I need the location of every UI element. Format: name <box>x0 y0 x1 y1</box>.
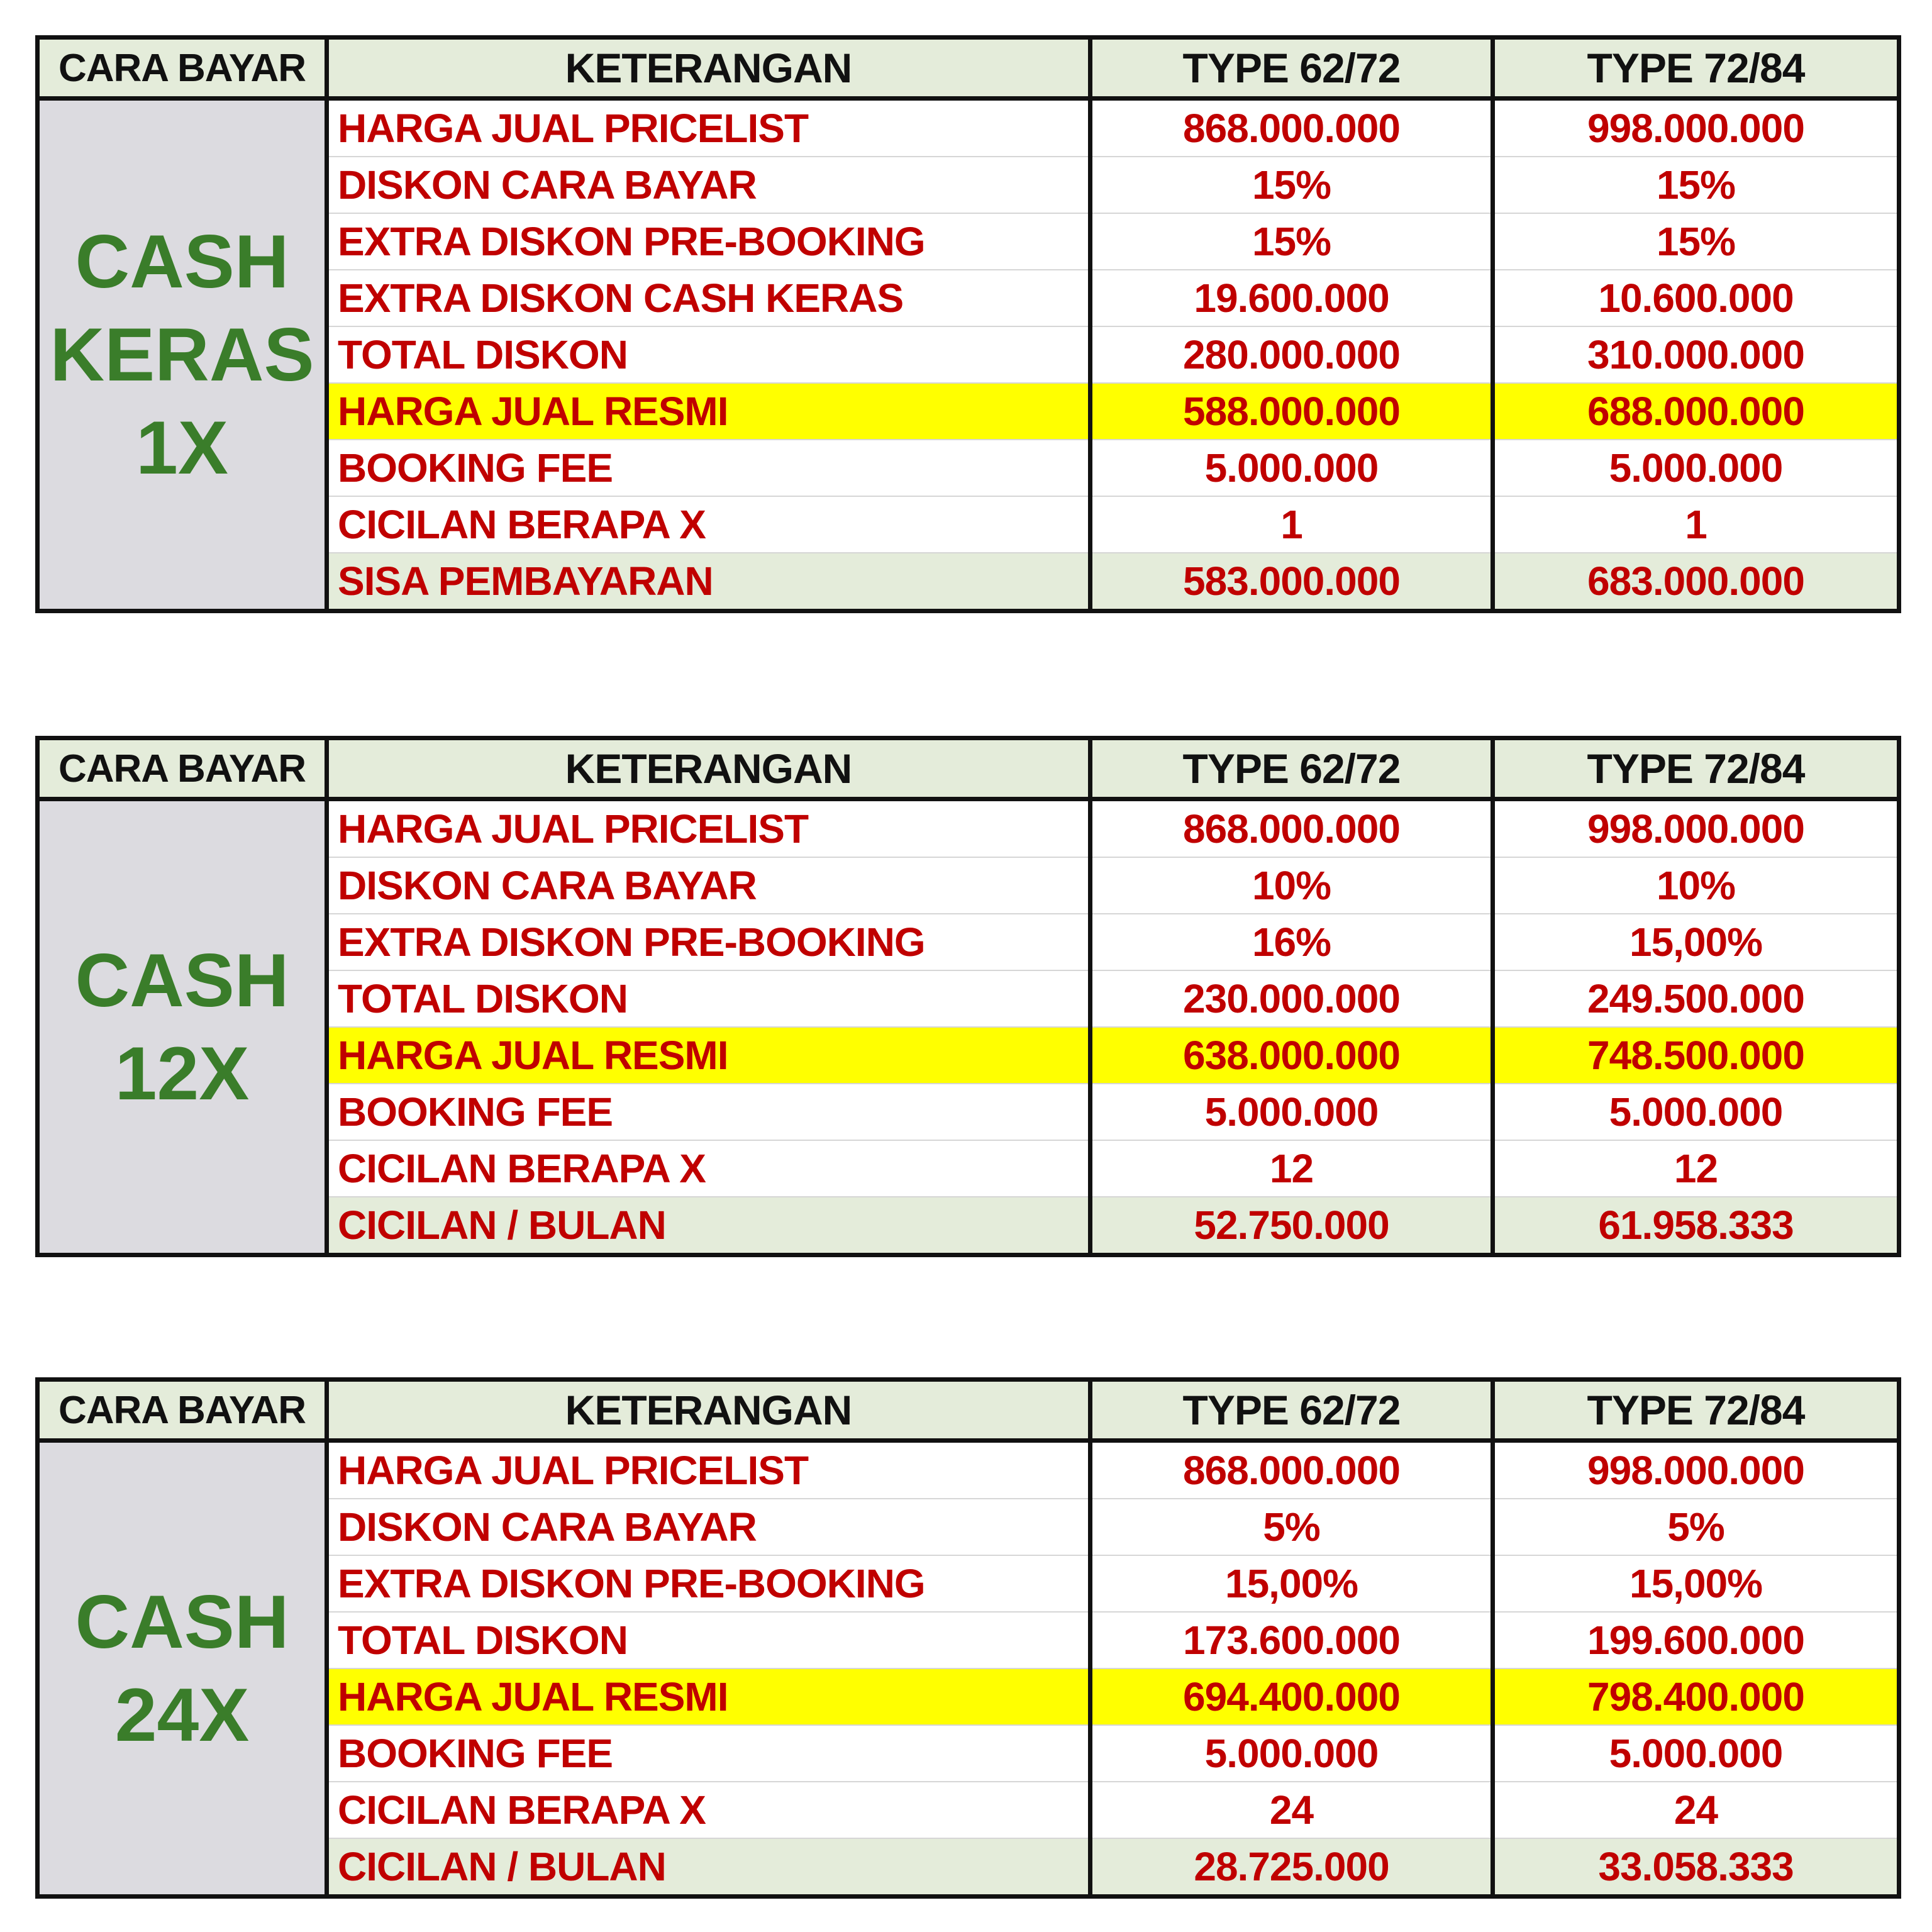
payment-table-cash-12x <box>35 736 1897 1257</box>
header-keterangan: KETERANGAN <box>327 1380 1091 1441</box>
value-type-62-72: 583.000.000 <box>1091 553 1493 611</box>
row-label: CICILAN / BULAN <box>327 1838 1091 1897</box>
row-label: HARGA JUAL PRICELIST <box>327 1441 1091 1499</box>
value-type-62-72: 15% <box>1091 157 1493 213</box>
value-type-72-84: 748.500.000 <box>1493 1027 1899 1084</box>
value-type-72-84: 15% <box>1493 213 1899 270</box>
value-type-72-84: 5.000.000 <box>1493 440 1899 496</box>
value-type-62-72: 868.000.000 <box>1091 1441 1493 1499</box>
value-type-62-72: 10% <box>1091 857 1493 914</box>
payment-method-cell <box>38 799 327 1255</box>
value-type-62-72: 5.000.000 <box>1091 1725 1493 1782</box>
value-type-62-72: 5.000.000 <box>1091 440 1493 496</box>
price-table <box>35 736 1901 1257</box>
price-table <box>35 35 1901 613</box>
row-label: HARGA JUAL PRICELIST <box>327 799 1091 858</box>
value-type-72-84: 10% <box>1493 857 1899 914</box>
row-label: HARGA JUAL RESMI <box>327 1027 1091 1084</box>
table-row <box>38 99 1899 157</box>
value-type-62-72: 1 <box>1091 496 1493 553</box>
header-row <box>38 738 1899 799</box>
value-type-62-72: 12 <box>1091 1140 1493 1197</box>
row-label: CICILAN BERAPA X <box>327 1140 1091 1197</box>
row-label: HARGA JUAL PRICELIST <box>327 99 1091 157</box>
value-type-62-72: 19.600.000 <box>1091 270 1493 326</box>
price-table <box>35 1377 1901 1899</box>
payment-method-cell <box>38 1441 327 1897</box>
header-cara-bayar: CARA BAYAR <box>38 1380 327 1441</box>
value-type-62-72: 868.000.000 <box>1091 799 1493 858</box>
header-cara-bayar: CARA BAYAR <box>38 38 327 99</box>
value-type-62-72: 28.725.000 <box>1091 1838 1493 1897</box>
value-type-72-84: 998.000.000 <box>1493 99 1899 157</box>
value-type-72-84: 310.000.000 <box>1493 326 1899 383</box>
row-label: BOOKING FEE <box>327 1084 1091 1140</box>
payment-method-line: 12X <box>114 1031 250 1116</box>
value-type-72-84: 5.000.000 <box>1493 1084 1899 1140</box>
row-label: TOTAL DISKON <box>327 326 1091 383</box>
value-type-72-84: 1 <box>1493 496 1899 553</box>
row-label: DISKON CARA BAYAR <box>327 857 1091 914</box>
table-row <box>38 799 1899 858</box>
value-type-62-72: 24 <box>1091 1782 1493 1838</box>
payment-method-line: 24X <box>114 1673 250 1757</box>
row-label: BOOKING FEE <box>327 1725 1091 1782</box>
header-type-62-72: TYPE 62/72 <box>1091 738 1493 799</box>
payment-table-cash-keras <box>35 35 1897 613</box>
header-type-62-72: TYPE 62/72 <box>1091 1380 1493 1441</box>
row-label: DISKON CARA BAYAR <box>327 157 1091 213</box>
value-type-72-84: 15,00% <box>1493 1555 1899 1612</box>
value-type-72-84: 15% <box>1493 157 1899 213</box>
payment-method-line: KERAS <box>50 313 314 397</box>
header-type-72-84: TYPE 72/84 <box>1493 1380 1899 1441</box>
row-label: SISA PEMBAYARAN <box>327 553 1091 611</box>
payment-method-line: 1X <box>136 406 228 490</box>
row-label: DISKON CARA BAYAR <box>327 1499 1091 1555</box>
value-type-72-84: 683.000.000 <box>1493 553 1899 611</box>
header-type-62-72: TYPE 62/72 <box>1091 38 1493 99</box>
row-label: EXTRA DISKON PRE-BOOKING <box>327 213 1091 270</box>
value-type-72-84: 249.500.000 <box>1493 970 1899 1027</box>
value-type-62-72: 694.400.000 <box>1091 1668 1493 1725</box>
row-label: CICILAN BERAPA X <box>327 1782 1091 1838</box>
value-type-72-84: 798.400.000 <box>1493 1668 1899 1725</box>
value-type-72-84: 5% <box>1493 1499 1899 1555</box>
value-type-72-84: 33.058.333 <box>1493 1838 1899 1897</box>
payment-method-line: CASH <box>75 219 289 304</box>
row-label: EXTRA DISKON CASH KERAS <box>327 270 1091 326</box>
value-type-62-72: 5.000.000 <box>1091 1084 1493 1140</box>
row-label: EXTRA DISKON PRE-BOOKING <box>327 914 1091 970</box>
value-type-62-72: 5% <box>1091 1499 1493 1555</box>
header-cara-bayar: CARA BAYAR <box>38 738 327 799</box>
value-type-72-84: 15,00% <box>1493 914 1899 970</box>
value-type-62-72: 16% <box>1091 914 1493 970</box>
header-keterangan: KETERANGAN <box>327 738 1091 799</box>
row-label: HARGA JUAL RESMI <box>327 1668 1091 1725</box>
value-type-62-72: 52.750.000 <box>1091 1197 1493 1255</box>
row-label: BOOKING FEE <box>327 440 1091 496</box>
table-row <box>38 1441 1899 1499</box>
value-type-62-72: 588.000.000 <box>1091 383 1493 440</box>
payment-method-line: CASH <box>75 1580 289 1664</box>
row-label: HARGA JUAL RESMI <box>327 383 1091 440</box>
value-type-72-84: 24 <box>1493 1782 1899 1838</box>
header-keterangan: KETERANGAN <box>327 38 1091 99</box>
value-type-62-72: 638.000.000 <box>1091 1027 1493 1084</box>
row-label: EXTRA DISKON PRE-BOOKING <box>327 1555 1091 1612</box>
header-row <box>38 38 1899 99</box>
value-type-72-84: 12 <box>1493 1140 1899 1197</box>
value-type-62-72: 15,00% <box>1091 1555 1493 1612</box>
value-type-72-84: 199.600.000 <box>1493 1612 1899 1668</box>
header-row <box>38 1380 1899 1441</box>
row-label: CICILAN BERAPA X <box>327 496 1091 553</box>
header-type-72-84: TYPE 72/84 <box>1493 38 1899 99</box>
value-type-72-84: 688.000.000 <box>1493 383 1899 440</box>
row-label: TOTAL DISKON <box>327 970 1091 1027</box>
value-type-62-72: 868.000.000 <box>1091 99 1493 157</box>
value-type-62-72: 15% <box>1091 213 1493 270</box>
value-type-72-84: 61.958.333 <box>1493 1197 1899 1255</box>
payment-method-cell <box>38 99 327 611</box>
payment-method-line: CASH <box>75 938 289 1023</box>
value-type-62-72: 230.000.000 <box>1091 970 1493 1027</box>
value-type-62-72: 280.000.000 <box>1091 326 1493 383</box>
payment-table-cash-24x <box>35 1377 1897 1899</box>
value-type-72-84: 998.000.000 <box>1493 799 1899 858</box>
value-type-72-84: 10.600.000 <box>1493 270 1899 326</box>
row-label: CICILAN / BULAN <box>327 1197 1091 1255</box>
value-type-62-72: 173.600.000 <box>1091 1612 1493 1668</box>
header-type-72-84: TYPE 72/84 <box>1493 738 1899 799</box>
value-type-72-84: 5.000.000 <box>1493 1725 1899 1782</box>
row-label: TOTAL DISKON <box>327 1612 1091 1668</box>
value-type-72-84: 998.000.000 <box>1493 1441 1899 1499</box>
